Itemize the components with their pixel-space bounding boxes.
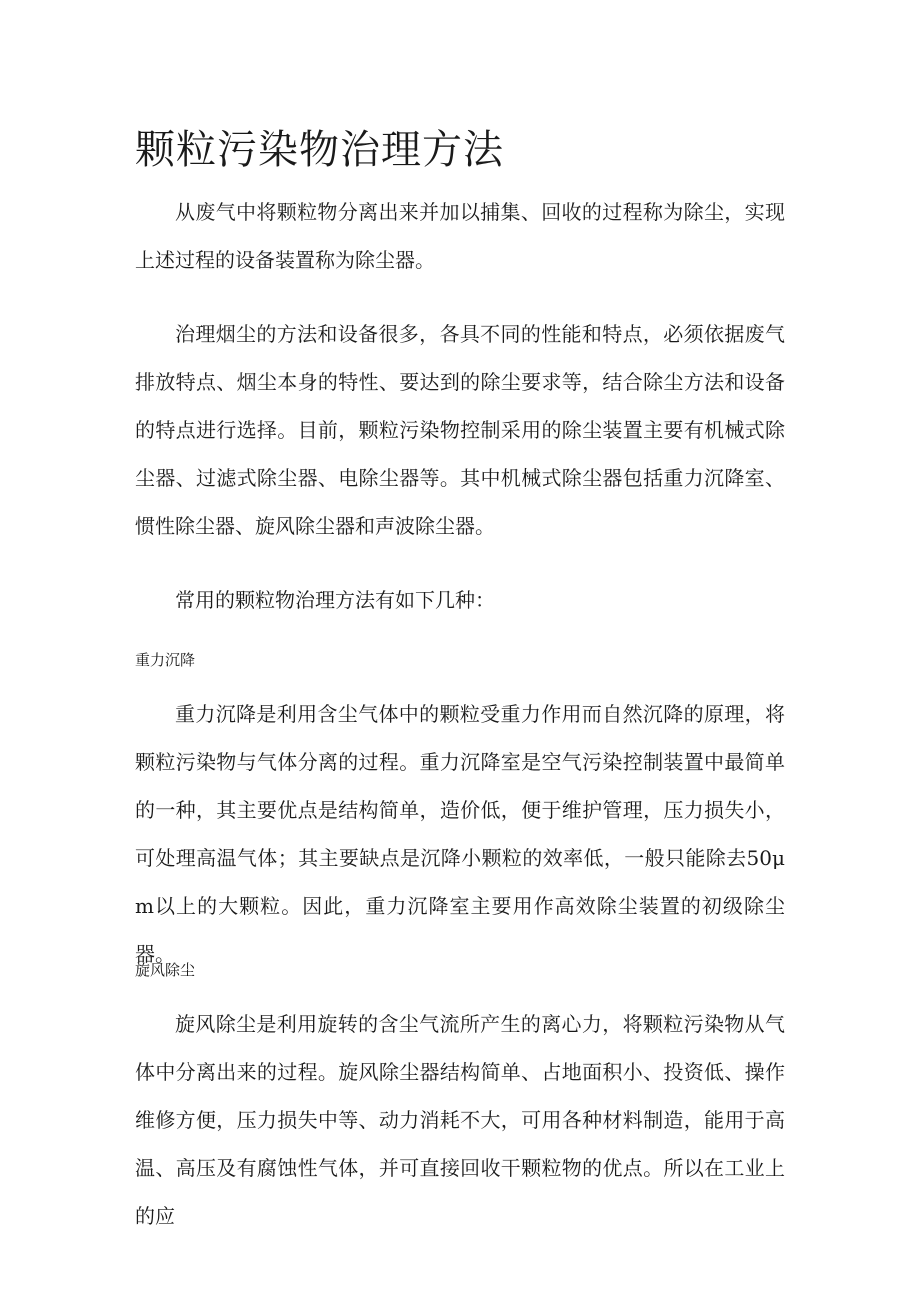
section-heading-gravity-settling: 重力沉降 [135,651,196,669]
section-body-gravity-settling: 重力沉降是利用含尘气体中的颗粒受重力作用而自然沉降的原理，将颗粒污染物与气体分离的过程。重力沉降室是空气污染控制装置中最简单的一种，其主要优点是结构简单，造价低，便于维护管理，压力损失小，可处理高温气体；其主要缺点是沉降小颗粒的效率低，一般只能除去50μm以上的大颗粒。因此，重力沉降室主要用作高效除尘装置的初级除尘器。 [135,702,785,966]
intro-paragraph: 从废气中将颗粒物分离出来并加以捕集、回收的过程称为除尘，实现上述过程的设备装置称为除尘器。 [135,200,785,272]
methods-overview-paragraph: 治理烟尘的方法和设备很多，各具不同的性能和特点，必须依据废气排放特点、烟尘本身的特性、要达到的除尘要求等，结合除尘方法和设备的特点进行选择。目前，颗粒污染物控制采用的除尘装置主要有机械式除尘器、过滤式除尘器、电除尘器等。其中机械式除尘器包括重力沉降室、惯性除尘器、旋风除尘器和声波除尘器。 [135,322,785,538]
common-methods-intro: 常用的颗粒物治理方法有如下几种： [175,588,495,612]
section-heading-cyclone: 旋风除尘 [135,961,196,979]
page-title: 颗粒污染物治理方法 [135,127,504,173]
section-body-cyclone: 旋风除尘是利用旋转的含尘气流所产生的离心力，将颗粒污染物从气体中分离出来的过程。旋风除尘器结构简单、占地面积小、投资低、操作维修方便，压力损失中等、动力消耗不大，可用各种材料制造，能用于高温、高压及有腐蚀性气体，并可直接回收干颗粒物的优点。所以在工业上的应 [135,1012,785,1228]
